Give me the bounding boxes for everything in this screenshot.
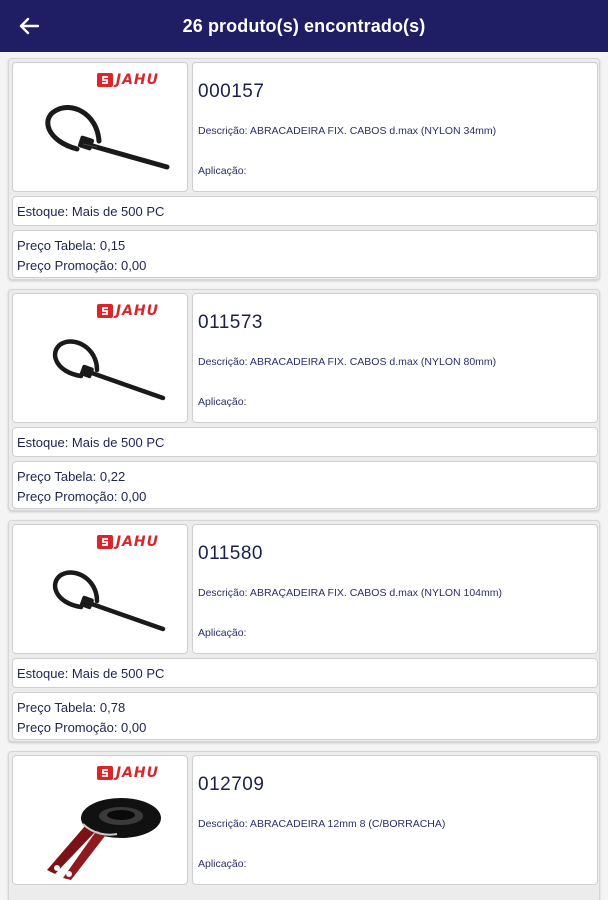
product-application: Aplicação:: [198, 396, 247, 408]
brand-logo: [97, 71, 159, 89]
product-description: Descrição: ABRACADEIRA 12mm 8 (C/BORRACHA): [198, 818, 446, 830]
price-table: Preço Tabela: 0,22: [17, 469, 126, 484]
cable-tie-image: [33, 89, 173, 189]
product-application: Aplicação:: [198, 165, 247, 177]
product-description: Descrição: ABRAÇADEIRA FIX. CABOS d.max (NYLON 104mm): [198, 587, 502, 599]
product-info-panel[interactable]: [192, 293, 598, 423]
price-table: Preço Tabela: 0,78: [17, 700, 126, 715]
brand-wordmark: JAHU: [115, 765, 159, 781]
product-image-panel[interactable]: [12, 62, 188, 192]
product-description: Descrição: ABRACADEIRA FIX. CABOS d.max (NYLON 34mm): [198, 125, 497, 137]
product-code: 000157: [198, 81, 265, 102]
product-code: 011580: [198, 543, 263, 564]
cable-tie-image: [33, 551, 173, 651]
arrow-left-icon: [19, 17, 39, 35]
price-panel: [12, 692, 598, 740]
brand-wordmark: JAHU: [115, 303, 159, 319]
product-card[interactable]: [8, 289, 600, 511]
stock-text: Estoque: Mais de 500 PC: [17, 204, 165, 219]
price-table: Preço Tabela: 0,15: [17, 238, 126, 253]
stock-text: Estoque: Mais de 500 PC: [17, 435, 165, 450]
price-panel: [12, 230, 598, 278]
product-info-panel[interactable]: [192, 62, 598, 192]
product-info-panel[interactable]: [192, 755, 598, 885]
page-title: 26 produto(s) encontrado(s): [182, 15, 426, 36]
app-header: [0, 0, 608, 52]
product-list[interactable]: [0, 52, 608, 900]
product-image-panel[interactable]: [12, 293, 188, 423]
product-application: Aplicação:: [198, 858, 247, 870]
brand-mark-icon: [97, 304, 113, 318]
back-button[interactable]: [14, 12, 44, 40]
brand-wordmark: JAHU: [115, 534, 159, 550]
product-card[interactable]: [8, 58, 600, 280]
stock-text: Estoque: Mais de 500 PC: [17, 666, 165, 681]
brand-wordmark: JAHU: [115, 72, 159, 88]
cable-tie-image: [33, 320, 173, 420]
brand-mark-icon: [97, 535, 113, 549]
product-code: 012709: [198, 774, 265, 795]
product-application: Aplicação:: [198, 627, 247, 639]
product-image-panel[interactable]: [12, 755, 188, 885]
brand-logo: [97, 302, 159, 320]
product-description: Descrição: ABRACADEIRA FIX. CABOS d.max (NYLON 80mm): [198, 356, 497, 368]
product-card[interactable]: [8, 520, 600, 742]
rubber-clamp-image: [33, 782, 173, 882]
stock-panel: [12, 658, 598, 688]
price-panel: [12, 461, 598, 509]
brand-mark-icon: [97, 766, 113, 780]
brand-mark-icon: [97, 73, 113, 87]
brand-logo: [97, 533, 159, 551]
product-code: 011573: [198, 312, 263, 333]
brand-logo: [97, 764, 159, 782]
price-promo: Preço Promoção: 0,00: [17, 720, 147, 735]
stock-panel: [12, 427, 598, 457]
price-promo: Preço Promoção: 0,00: [17, 258, 147, 273]
product-card[interactable]: [8, 751, 600, 900]
price-promo: Preço Promoção: 0,00: [17, 489, 147, 504]
stock-panel: [12, 196, 598, 226]
product-info-panel[interactable]: [192, 524, 598, 654]
product-image-panel[interactable]: [12, 524, 188, 654]
